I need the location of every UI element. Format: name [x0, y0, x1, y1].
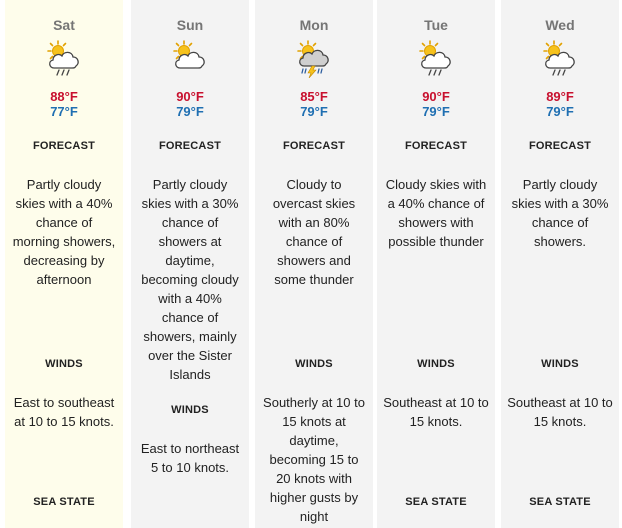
day-name: Wed: [545, 17, 575, 33]
forecast-text: Partly cloudy skies with a 30% chance of showers.: [511, 177, 609, 249]
partly-cloudy-icon: [170, 38, 210, 78]
low-temp: 79°F: [546, 104, 574, 119]
high-temp: 90°F: [176, 89, 204, 104]
winds-heading: WINDS: [541, 358, 579, 370]
day-column-mon: [255, 0, 373, 528]
winds-text: Southerly at 10 to 15 knots at daytime, becoming 15 to 20 knots with higher gusts by night: [263, 395, 365, 524]
low-temp: 77°F: [50, 104, 78, 119]
forecast-text: Partly cloudy skies with a 40% chance of morning showers, decreasing by afternoon: [12, 177, 116, 287]
high-temp: 88°F: [50, 89, 78, 104]
forecast-text: Cloudy skies with a 40% chance of showers with possible thunder: [385, 177, 487, 249]
forecast-heading: FORECAST: [528, 140, 592, 152]
forecast-heading: FORECAST: [32, 140, 96, 152]
winds-text: East to northeast 5 to 10 knots.: [140, 441, 240, 475]
day-name: Mon: [299, 17, 329, 33]
forecast-heading: FORECAST: [404, 140, 468, 152]
partly-cloudy-showers-icon: [540, 38, 580, 78]
day-column-sun: [131, 0, 249, 528]
low-temp: 79°F: [300, 104, 328, 119]
partly-cloudy-showers-icon: [44, 38, 84, 78]
winds-text: East to southeast at 10 to 15 knots.: [13, 395, 115, 429]
day-column-tue: [377, 0, 495, 528]
cloudy-thunderstorm-icon: [294, 38, 334, 78]
winds-heading: WINDS: [417, 358, 455, 370]
day-column-wed: [501, 0, 619, 528]
day-name: Tue: [424, 17, 448, 33]
winds-heading: WINDS: [295, 358, 333, 370]
winds-heading: WINDS: [45, 358, 83, 370]
low-temp: 79°F: [422, 104, 450, 119]
sea-state-heading: SEA STATE: [405, 496, 467, 508]
winds-text: Southeast at 10 to 15 knots.: [383, 395, 489, 429]
forecast-text: Cloudy to overcast skies with an 80% chance of showers and some thunder: [272, 177, 356, 287]
low-temp: 79°F: [176, 104, 204, 119]
day-name: Sun: [176, 17, 204, 33]
forecast-heading: FORECAST: [158, 140, 222, 152]
sea-state-heading: SEA STATE: [33, 496, 95, 508]
sea-state-heading: SEA STATE: [529, 496, 591, 508]
high-temp: 90°F: [422, 89, 450, 104]
day-column-sat: [5, 0, 123, 528]
high-temp: 85°F: [300, 89, 328, 104]
day-name: Sat: [53, 17, 75, 33]
high-temp: 89°F: [546, 89, 574, 104]
winds-heading: WINDS: [171, 404, 209, 416]
forecast-text: Partly cloudy skies with a 30% chance of showers at daytime, becoming cloudy with a 40% chance of showers, mainly over the Sister Islands: [141, 177, 239, 382]
forecast-heading: FORECAST: [282, 140, 346, 152]
winds-text: Southeast at 10 to 15 knots.: [507, 395, 613, 429]
partly-cloudy-showers-icon: [416, 38, 456, 78]
